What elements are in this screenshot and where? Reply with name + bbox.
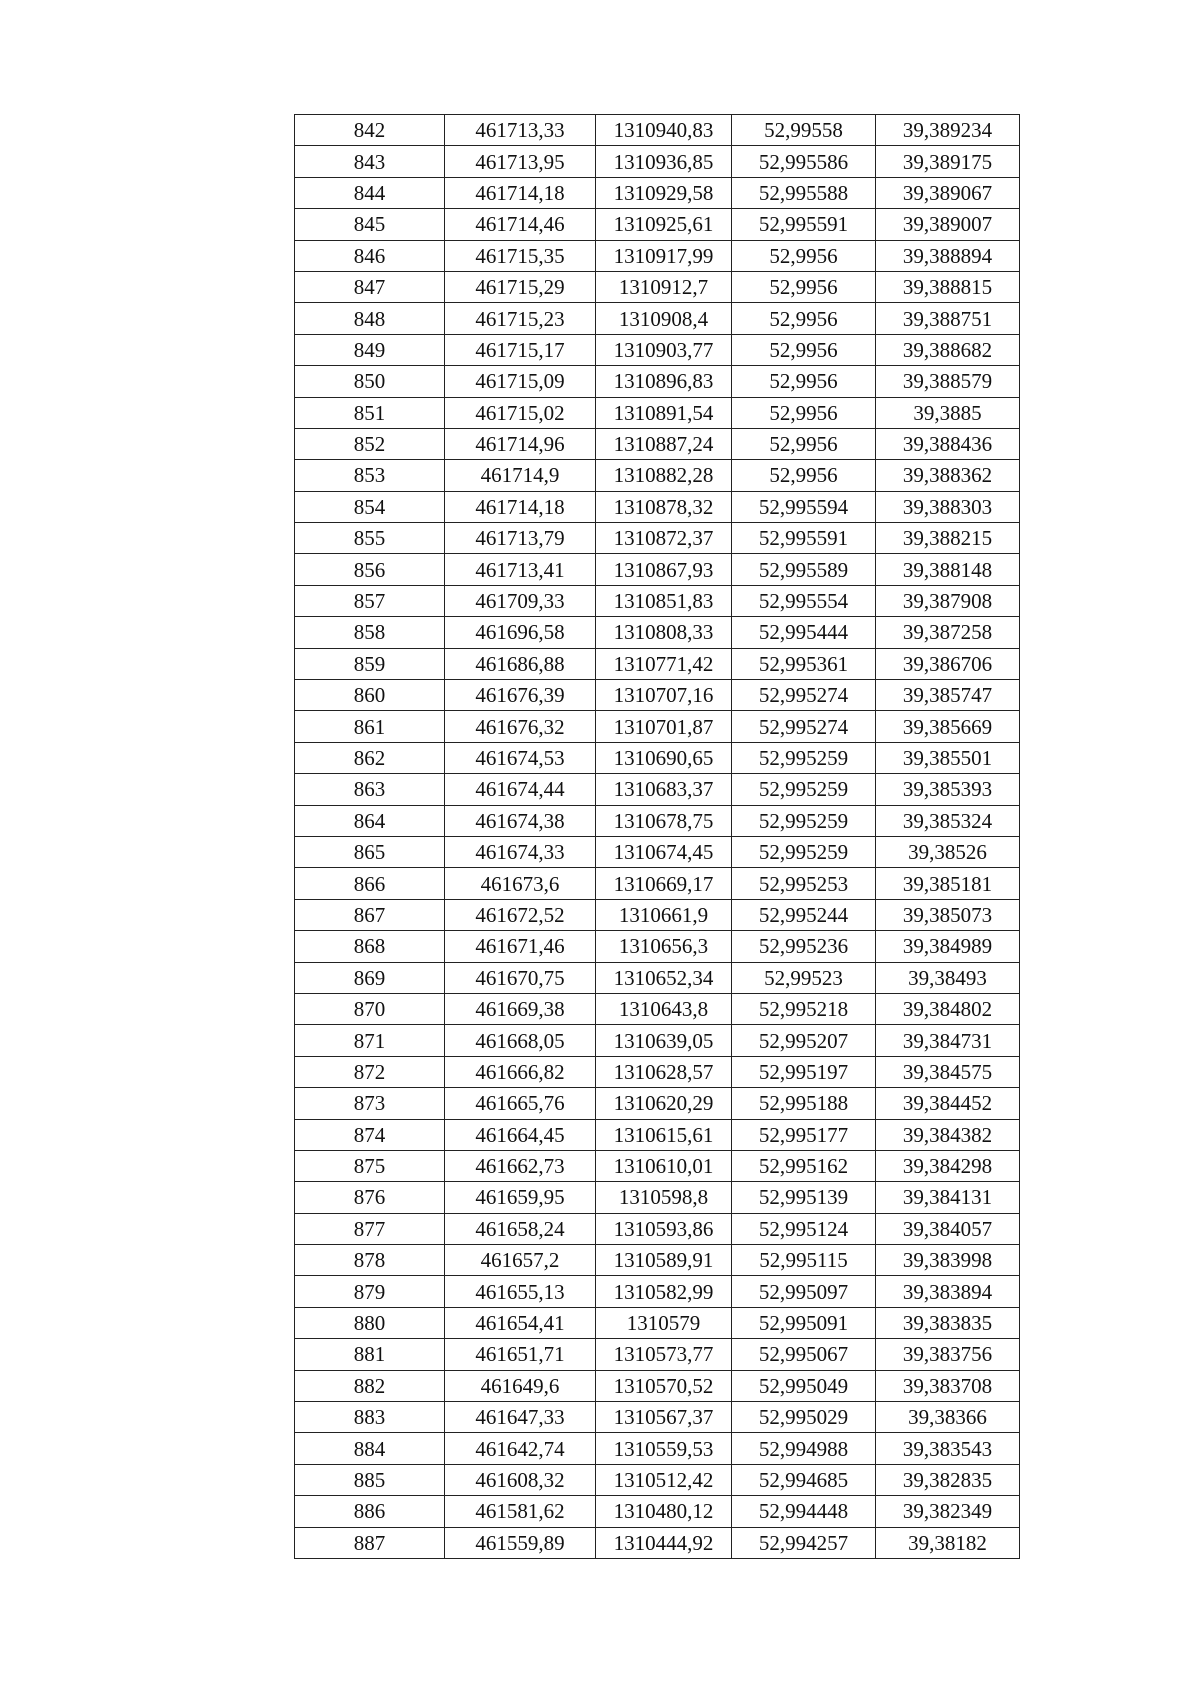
x-coordinate-cell: 461674,44 [445, 774, 596, 805]
point-number-cell: 847 [295, 271, 445, 302]
table-row [295, 1119, 1020, 1150]
table-row [295, 899, 1020, 930]
table-row [295, 1245, 1020, 1276]
point-number-cell: 848 [295, 303, 445, 334]
y-coordinate-cell: 1310598,8 [596, 1182, 732, 1213]
x-coordinate-cell: 461715,09 [445, 366, 596, 397]
point-number-cell: 853 [295, 460, 445, 491]
y-coordinate-cell: 1310808,33 [596, 617, 732, 648]
y-coordinate-cell: 1310867,93 [596, 554, 732, 585]
latitude-cell: 52,995594 [732, 491, 876, 522]
x-coordinate-cell: 461714,96 [445, 428, 596, 459]
point-number-cell: 875 [295, 1150, 445, 1181]
y-coordinate-cell: 1310579 [596, 1307, 732, 1338]
table-row [295, 209, 1020, 240]
latitude-cell: 52,995115 [732, 1245, 876, 1276]
point-number-cell: 850 [295, 366, 445, 397]
point-number-cell: 861 [295, 711, 445, 742]
latitude-cell: 52,995586 [732, 146, 876, 177]
longitude-cell: 39,383998 [876, 1245, 1020, 1276]
y-coordinate-cell: 1310690,65 [596, 742, 732, 773]
longitude-cell: 39,38493 [876, 962, 1020, 993]
x-coordinate-cell: 461654,41 [445, 1307, 596, 1338]
longitude-cell: 39,388436 [876, 428, 1020, 459]
latitude-cell: 52,995067 [732, 1339, 876, 1370]
table-row [295, 1056, 1020, 1087]
y-coordinate-cell: 1310896,83 [596, 366, 732, 397]
point-number-cell: 858 [295, 617, 445, 648]
y-coordinate-cell: 1310559,53 [596, 1433, 732, 1464]
x-coordinate-cell: 461715,23 [445, 303, 596, 334]
y-coordinate-cell: 1310593,86 [596, 1213, 732, 1244]
y-coordinate-cell: 1310771,42 [596, 648, 732, 679]
point-number-cell: 855 [295, 523, 445, 554]
longitude-cell: 39,389175 [876, 146, 1020, 177]
longitude-cell: 39,382349 [876, 1496, 1020, 1527]
longitude-cell: 39,388362 [876, 460, 1020, 491]
latitude-cell: 52,9956 [732, 240, 876, 271]
point-number-cell: 843 [295, 146, 445, 177]
point-number-cell: 862 [295, 742, 445, 773]
point-number-cell: 882 [295, 1370, 445, 1401]
table-row [295, 585, 1020, 616]
latitude-cell: 52,995244 [732, 899, 876, 930]
table-row [295, 177, 1020, 208]
table-row [295, 1464, 1020, 1495]
latitude-cell: 52,995162 [732, 1150, 876, 1181]
x-coordinate-cell: 461715,17 [445, 334, 596, 365]
y-coordinate-cell: 1310567,37 [596, 1402, 732, 1433]
point-number-cell: 872 [295, 1056, 445, 1087]
latitude-cell: 52,995588 [732, 177, 876, 208]
longitude-cell: 39,384802 [876, 993, 1020, 1024]
table-row [295, 617, 1020, 648]
longitude-cell: 39,383835 [876, 1307, 1020, 1338]
latitude-cell: 52,9956 [732, 366, 876, 397]
longitude-cell: 39,388894 [876, 240, 1020, 271]
y-coordinate-cell: 1310882,28 [596, 460, 732, 491]
latitude-cell: 52,9956 [732, 271, 876, 302]
point-number-cell: 886 [295, 1496, 445, 1527]
table-row [295, 1339, 1020, 1370]
y-coordinate-cell: 1310573,77 [596, 1339, 732, 1370]
point-number-cell: 842 [295, 115, 445, 146]
latitude-cell: 52,995259 [732, 836, 876, 867]
latitude-cell: 52,995259 [732, 774, 876, 805]
x-coordinate-cell: 461670,75 [445, 962, 596, 993]
point-number-cell: 859 [295, 648, 445, 679]
y-coordinate-cell: 1310903,77 [596, 334, 732, 365]
x-coordinate-cell: 461714,18 [445, 177, 596, 208]
y-coordinate-cell: 1310891,54 [596, 397, 732, 428]
latitude-cell: 52,995259 [732, 805, 876, 836]
y-coordinate-cell: 1310620,29 [596, 1088, 732, 1119]
point-number-cell: 874 [295, 1119, 445, 1150]
x-coordinate-cell: 461664,45 [445, 1119, 596, 1150]
y-coordinate-cell: 1310678,75 [596, 805, 732, 836]
latitude-cell: 52,995444 [732, 617, 876, 648]
x-coordinate-cell: 461673,6 [445, 868, 596, 899]
longitude-cell: 39,389007 [876, 209, 1020, 240]
table-row [295, 868, 1020, 899]
latitude-cell: 52,994257 [732, 1527, 876, 1558]
latitude-cell: 52,995591 [732, 209, 876, 240]
latitude-cell: 52,995207 [732, 1025, 876, 1056]
longitude-cell: 39,384731 [876, 1025, 1020, 1056]
x-coordinate-cell: 461686,88 [445, 648, 596, 679]
latitude-cell: 52,9956 [732, 303, 876, 334]
longitude-cell: 39,383708 [876, 1370, 1020, 1401]
table-row [295, 146, 1020, 177]
y-coordinate-cell: 1310582,99 [596, 1276, 732, 1307]
x-coordinate-cell: 461713,33 [445, 115, 596, 146]
y-coordinate-cell: 1310674,45 [596, 836, 732, 867]
point-number-cell: 881 [295, 1339, 445, 1370]
x-coordinate-cell: 461715,29 [445, 271, 596, 302]
longitude-cell: 39,383543 [876, 1433, 1020, 1464]
table-row [295, 648, 1020, 679]
point-number-cell: 851 [295, 397, 445, 428]
point-number-cell: 865 [295, 836, 445, 867]
latitude-cell: 52,995097 [732, 1276, 876, 1307]
longitude-cell: 39,388579 [876, 366, 1020, 397]
latitude-cell: 52,995124 [732, 1213, 876, 1244]
longitude-cell: 39,389234 [876, 115, 1020, 146]
x-coordinate-cell: 461581,62 [445, 1496, 596, 1527]
y-coordinate-cell: 1310643,8 [596, 993, 732, 1024]
latitude-cell: 52,995029 [732, 1402, 876, 1433]
y-coordinate-cell: 1310512,42 [596, 1464, 732, 1495]
table-row [295, 1527, 1020, 1558]
latitude-cell: 52,9956 [732, 397, 876, 428]
point-number-cell: 867 [295, 899, 445, 930]
point-number-cell: 884 [295, 1433, 445, 1464]
x-coordinate-cell: 461665,76 [445, 1088, 596, 1119]
y-coordinate-cell: 1310872,37 [596, 523, 732, 554]
latitude-cell: 52,99558 [732, 115, 876, 146]
longitude-cell: 39,388815 [876, 271, 1020, 302]
latitude-cell: 52,994988 [732, 1433, 876, 1464]
latitude-cell: 52,995197 [732, 1056, 876, 1087]
y-coordinate-cell: 1310936,85 [596, 146, 732, 177]
y-coordinate-cell: 1310925,61 [596, 209, 732, 240]
x-coordinate-cell: 461676,32 [445, 711, 596, 742]
longitude-cell: 39,388682 [876, 334, 1020, 365]
latitude-cell: 52,995218 [732, 993, 876, 1024]
point-number-cell: 887 [295, 1527, 445, 1558]
latitude-cell: 52,995591 [732, 523, 876, 554]
latitude-cell: 52,9956 [732, 428, 876, 459]
point-number-cell: 846 [295, 240, 445, 271]
longitude-cell: 39,385747 [876, 680, 1020, 711]
latitude-cell: 52,995139 [732, 1182, 876, 1213]
x-coordinate-cell: 461651,71 [445, 1339, 596, 1370]
x-coordinate-cell: 461666,82 [445, 1056, 596, 1087]
longitude-cell: 39,384131 [876, 1182, 1020, 1213]
longitude-cell: 39,38182 [876, 1527, 1020, 1558]
x-coordinate-cell: 461715,02 [445, 397, 596, 428]
point-number-cell: 877 [295, 1213, 445, 1244]
x-coordinate-cell: 461649,6 [445, 1370, 596, 1401]
x-coordinate-cell: 461674,33 [445, 836, 596, 867]
x-coordinate-cell: 461662,73 [445, 1150, 596, 1181]
latitude-cell: 52,995091 [732, 1307, 876, 1338]
longitude-cell: 39,384057 [876, 1213, 1020, 1244]
table-row [295, 554, 1020, 585]
longitude-cell: 39,385501 [876, 742, 1020, 773]
point-number-cell: 879 [295, 1276, 445, 1307]
table-row [295, 523, 1020, 554]
longitude-cell: 39,385324 [876, 805, 1020, 836]
y-coordinate-cell: 1310908,4 [596, 303, 732, 334]
x-coordinate-cell: 461672,52 [445, 899, 596, 930]
table-row [295, 460, 1020, 491]
longitude-cell: 39,385669 [876, 711, 1020, 742]
latitude-cell: 52,995274 [732, 711, 876, 742]
table-row [295, 271, 1020, 302]
y-coordinate-cell: 1310570,52 [596, 1370, 732, 1401]
y-coordinate-cell: 1310878,32 [596, 491, 732, 522]
point-number-cell: 864 [295, 805, 445, 836]
point-number-cell: 870 [295, 993, 445, 1024]
longitude-cell: 39,388215 [876, 523, 1020, 554]
y-coordinate-cell: 1310929,58 [596, 177, 732, 208]
y-coordinate-cell: 1310707,16 [596, 680, 732, 711]
x-coordinate-cell: 461714,9 [445, 460, 596, 491]
table-row [295, 366, 1020, 397]
y-coordinate-cell: 1310940,83 [596, 115, 732, 146]
y-coordinate-cell: 1310701,87 [596, 711, 732, 742]
longitude-cell: 39,389067 [876, 177, 1020, 208]
y-coordinate-cell: 1310480,12 [596, 1496, 732, 1527]
point-number-cell: 852 [295, 428, 445, 459]
longitude-cell: 39,383756 [876, 1339, 1020, 1370]
point-number-cell: 857 [295, 585, 445, 616]
x-coordinate-cell: 461674,53 [445, 742, 596, 773]
x-coordinate-cell: 461608,32 [445, 1464, 596, 1495]
y-coordinate-cell: 1310639,05 [596, 1025, 732, 1056]
table-row [295, 993, 1020, 1024]
x-coordinate-cell: 461674,38 [445, 805, 596, 836]
x-coordinate-cell: 461709,33 [445, 585, 596, 616]
point-number-cell: 871 [295, 1025, 445, 1056]
table-row [295, 1402, 1020, 1433]
x-coordinate-cell: 461658,24 [445, 1213, 596, 1244]
x-coordinate-cell: 461559,89 [445, 1527, 596, 1558]
latitude-cell: 52,995049 [732, 1370, 876, 1401]
table-row [295, 1213, 1020, 1244]
latitude-cell: 52,995589 [732, 554, 876, 585]
x-coordinate-cell: 461659,95 [445, 1182, 596, 1213]
table-row [295, 1307, 1020, 1338]
latitude-cell: 52,995253 [732, 868, 876, 899]
latitude-cell: 52,995554 [732, 585, 876, 616]
table-row [295, 115, 1020, 146]
latitude-cell: 52,9956 [732, 460, 876, 491]
y-coordinate-cell: 1310652,34 [596, 962, 732, 993]
x-coordinate-cell: 461647,33 [445, 1402, 596, 1433]
point-number-cell: 876 [295, 1182, 445, 1213]
table-row [295, 711, 1020, 742]
table-row [295, 334, 1020, 365]
latitude-cell: 52,995188 [732, 1088, 876, 1119]
table-row [295, 1025, 1020, 1056]
longitude-cell: 39,388303 [876, 491, 1020, 522]
y-coordinate-cell: 1310656,3 [596, 931, 732, 962]
point-number-cell: 866 [295, 868, 445, 899]
longitude-cell: 39,384575 [876, 1056, 1020, 1087]
table-row [295, 1370, 1020, 1401]
longitude-cell: 39,387908 [876, 585, 1020, 616]
x-coordinate-cell: 461713,41 [445, 554, 596, 585]
latitude-cell: 52,995274 [732, 680, 876, 711]
longitude-cell: 39,387258 [876, 617, 1020, 648]
x-coordinate-cell: 461642,74 [445, 1433, 596, 1464]
latitude-cell: 52,994448 [732, 1496, 876, 1527]
latitude-cell: 52,995236 [732, 931, 876, 962]
table-row [295, 774, 1020, 805]
y-coordinate-cell: 1310669,17 [596, 868, 732, 899]
point-number-cell: 854 [295, 491, 445, 522]
x-coordinate-cell: 461655,13 [445, 1276, 596, 1307]
longitude-cell: 39,386706 [876, 648, 1020, 679]
longitude-cell: 39,385181 [876, 868, 1020, 899]
table-row [295, 1182, 1020, 1213]
longitude-cell: 39,384989 [876, 931, 1020, 962]
point-number-cell: 863 [295, 774, 445, 805]
y-coordinate-cell: 1310851,83 [596, 585, 732, 616]
y-coordinate-cell: 1310683,37 [596, 774, 732, 805]
longitude-cell: 39,385393 [876, 774, 1020, 805]
longitude-cell: 39,384298 [876, 1150, 1020, 1181]
table-row [295, 931, 1020, 962]
y-coordinate-cell: 1310610,01 [596, 1150, 732, 1181]
latitude-cell: 52,99523 [732, 962, 876, 993]
table-row [295, 836, 1020, 867]
latitude-cell: 52,994685 [732, 1464, 876, 1495]
point-number-cell: 883 [295, 1402, 445, 1433]
longitude-cell: 39,3885 [876, 397, 1020, 428]
longitude-cell: 39,384382 [876, 1119, 1020, 1150]
y-coordinate-cell: 1310912,7 [596, 271, 732, 302]
longitude-cell: 39,388148 [876, 554, 1020, 585]
y-coordinate-cell: 1310661,9 [596, 899, 732, 930]
x-coordinate-cell: 461713,95 [445, 146, 596, 177]
point-number-cell: 868 [295, 931, 445, 962]
point-number-cell: 880 [295, 1307, 445, 1338]
latitude-cell: 52,995361 [732, 648, 876, 679]
point-number-cell: 856 [295, 554, 445, 585]
point-number-cell: 849 [295, 334, 445, 365]
x-coordinate-cell: 461713,79 [445, 523, 596, 554]
longitude-cell: 39,385073 [876, 899, 1020, 930]
table-row [295, 303, 1020, 334]
point-number-cell: 844 [295, 177, 445, 208]
table-row [295, 1276, 1020, 1307]
x-coordinate-cell: 461671,46 [445, 931, 596, 962]
x-coordinate-cell: 461696,58 [445, 617, 596, 648]
point-number-cell: 860 [295, 680, 445, 711]
x-coordinate-cell: 461668,05 [445, 1025, 596, 1056]
point-number-cell: 873 [295, 1088, 445, 1119]
y-coordinate-cell: 1310615,61 [596, 1119, 732, 1150]
table-row [295, 1150, 1020, 1181]
y-coordinate-cell: 1310887,24 [596, 428, 732, 459]
x-coordinate-cell: 461714,46 [445, 209, 596, 240]
table-row [295, 1433, 1020, 1464]
table-row [295, 805, 1020, 836]
point-number-cell: 845 [295, 209, 445, 240]
table-row [295, 1088, 1020, 1119]
table-row [295, 742, 1020, 773]
coordinates-table-body [295, 115, 1020, 1559]
longitude-cell: 39,38366 [876, 1402, 1020, 1433]
table-row [295, 397, 1020, 428]
table-row [295, 491, 1020, 522]
y-coordinate-cell: 1310628,57 [596, 1056, 732, 1087]
latitude-cell: 52,995259 [732, 742, 876, 773]
y-coordinate-cell: 1310589,91 [596, 1245, 732, 1276]
x-coordinate-cell: 461669,38 [445, 993, 596, 1024]
x-coordinate-cell: 461715,35 [445, 240, 596, 271]
table-row [295, 240, 1020, 271]
table-row [295, 680, 1020, 711]
y-coordinate-cell: 1310917,99 [596, 240, 732, 271]
x-coordinate-cell: 461676,39 [445, 680, 596, 711]
table-row [295, 428, 1020, 459]
latitude-cell: 52,995177 [732, 1119, 876, 1150]
longitude-cell: 39,38526 [876, 836, 1020, 867]
point-number-cell: 869 [295, 962, 445, 993]
table-row [295, 962, 1020, 993]
y-coordinate-cell: 1310444,92 [596, 1527, 732, 1558]
x-coordinate-cell: 461657,2 [445, 1245, 596, 1276]
point-number-cell: 878 [295, 1245, 445, 1276]
table-row [295, 1496, 1020, 1527]
coordinates-table [294, 114, 1020, 1559]
longitude-cell: 39,388751 [876, 303, 1020, 334]
longitude-cell: 39,383894 [876, 1276, 1020, 1307]
latitude-cell: 52,9956 [732, 334, 876, 365]
longitude-cell: 39,382835 [876, 1464, 1020, 1495]
point-number-cell: 885 [295, 1464, 445, 1495]
x-coordinate-cell: 461714,18 [445, 491, 596, 522]
longitude-cell: 39,384452 [876, 1088, 1020, 1119]
